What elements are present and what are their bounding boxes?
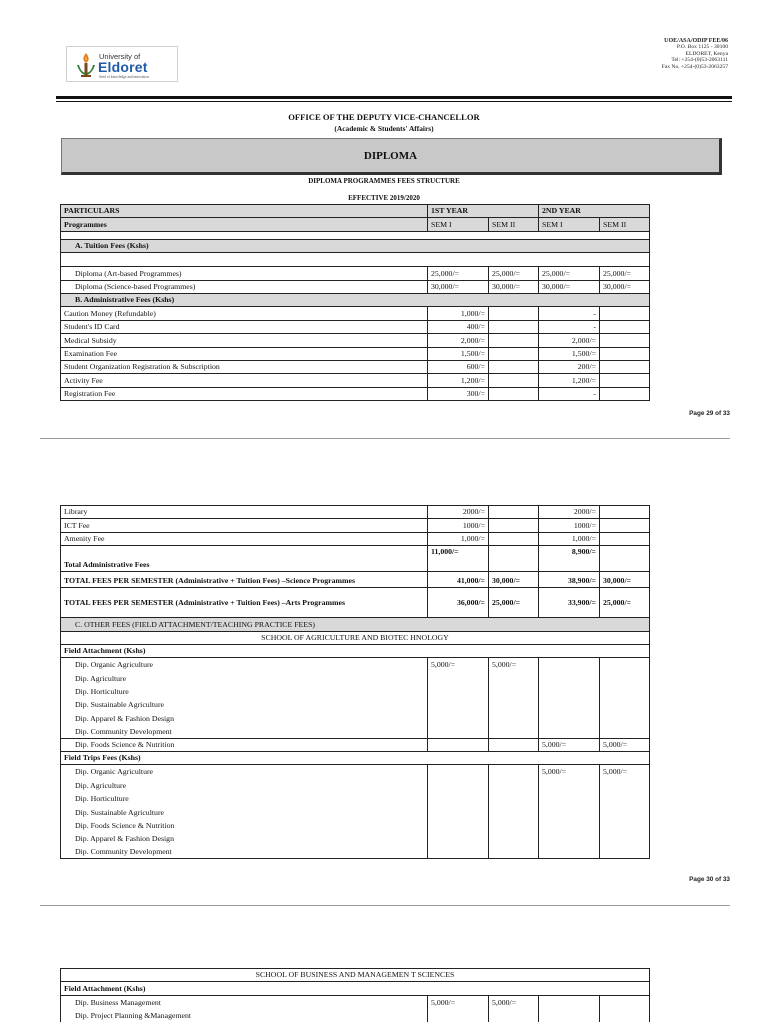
cell-value [600,360,650,373]
row-label: Student's ID Card [61,320,428,333]
cell-value: 1000/= [539,519,600,532]
total-science-label: TOTAL FEES PER SEMESTER (Administrative + Tuition Fees) –Science Programmes [61,572,428,588]
header-y2-sem1: SEM I [539,218,600,231]
table-row [61,738,650,751]
cell-value: 2,000/= [428,334,489,347]
cell-value [600,519,650,532]
cell-value [539,685,600,698]
row-label: Dip. Foods Science & Nutrition [61,819,428,832]
subheading-row [61,982,650,995]
total-science-row [61,572,650,588]
row-label: Dip. Business Management [61,995,428,1008]
total-admin-row [61,546,650,572]
fees-table-part2 [60,505,650,859]
cell-value [600,334,650,347]
tuition-heading: A. Tuition Fees (Kshs) [61,239,650,252]
cell-value [489,519,539,532]
admin-heading-row [61,293,650,306]
cell-value: 33,900/= [539,588,600,618]
table-row [61,685,650,698]
cell-value [600,778,650,791]
other-fees-heading-row [61,618,650,631]
cell-value [600,347,650,360]
table-row [61,778,650,791]
row-label: Dip. Apparel & Fashion Design [61,832,428,845]
document-page-30 [0,441,768,907]
table-row [61,374,650,387]
cell-value: 200/= [539,360,600,373]
cell-value [600,374,650,387]
header-rule-thin [56,101,732,102]
school-agri-heading: SCHOOL OF AGRICULTURE AND BIOTEC HNOLOGY [61,631,650,644]
spacer-row [61,253,650,267]
table-row [61,267,650,280]
other-fees-heading: C. OTHER FEES (FIELD ATTACHMENT/TEACHING PRACTICE FEES) [61,618,650,631]
table-row [61,845,650,858]
table-row [61,658,650,671]
table-row [61,1009,650,1022]
cell-value [539,725,600,738]
cell-value: 400/= [428,320,489,333]
table-row [61,387,650,400]
cell-value [600,546,650,572]
cell-value: 1,200/= [428,374,489,387]
table-row [61,995,650,1008]
cell-value [600,307,650,320]
row-label: Dip. Organic Agriculture [61,658,428,671]
cell-value [600,698,650,711]
cell-value [489,819,539,832]
bus-field-attachment-heading: Field Attachment (Kshs) [61,982,650,995]
cell-value: 5,000/= [539,738,600,751]
row-label: Library [61,506,428,519]
cell-value [600,832,650,845]
cell-value [428,778,489,791]
cell-value: 1000/= [428,519,489,532]
cell-value [489,374,539,387]
university-logo [66,46,178,82]
cell-value [539,805,600,818]
cell-value: 5,000/= [489,658,539,671]
row-label: Dip. Apparel & Fashion Design [61,711,428,724]
fees-structure-title: DIPLOMA PROGRAMMES FEES STRUCTURE [308,177,460,185]
cell-value [539,832,600,845]
cell-value [489,845,539,858]
cell-value: 5,000/= [428,995,489,1008]
cell-value: 30,000/= [600,280,650,293]
document-page-29 [0,0,768,440]
header-rule-thick [56,96,732,99]
fees-table-part1 [60,204,650,401]
cell-value: 2,000/= [539,334,600,347]
cell-value: 25,000/= [428,267,489,280]
cell-value [539,711,600,724]
row-label: Dip. Sustainable Agriculture [61,805,428,818]
office-subtitle: (Academic & Students' Affairs) [334,124,434,133]
cell-value: 5,000/= [428,658,489,671]
row-label: Examination Fee [61,347,428,360]
cell-value: 41,000/= [428,572,489,588]
table-subheader-row [61,218,650,231]
address-line1: P.O. Box 1125 - 30100 [676,44,728,51]
row-label: Medical Subsidy [61,334,428,347]
cell-value: 1,200/= [539,374,600,387]
cell-value [600,1009,650,1022]
cell-value [539,995,600,1008]
doc-code: UOE/ASA/ODIP FEE/06 [664,38,728,44]
cell-value [428,819,489,832]
cell-value [489,320,539,333]
cell-value [539,792,600,805]
header-particulars: PARTICULARS [61,205,428,218]
cell-value [539,819,600,832]
cell-value [428,685,489,698]
header-year2: 2ND YEAR [539,205,650,218]
effective-year: EFFECTIVE 2019/2020 [348,194,420,202]
row-label: Student Organization Registration & Subscription [61,360,428,373]
table-row [61,347,650,360]
cell-value: 30,000/= [489,572,539,588]
spacer-row [61,231,650,239]
cell-value: 1,500/= [539,347,600,360]
cell-value [600,845,650,858]
table-row [61,320,650,333]
cell-value: 25,000/= [489,588,539,618]
cell-value [600,725,650,738]
cell-value: 30,000/= [539,280,600,293]
cell-value [539,698,600,711]
cell-value [600,671,650,684]
address-line2: ELDORET, Kenya [685,50,728,57]
document-page-31 [0,908,768,1024]
table-row [61,671,650,684]
page-separator [40,438,730,439]
cell-value: 38,900/= [539,572,600,588]
cell-value: 1,000/= [428,532,489,545]
cell-value: 1,000/= [539,532,600,545]
fees-table-part3 [60,968,650,1022]
total-admin-y2: 8,900/= [539,546,600,572]
total-arts-label: TOTAL FEES PER SEMESTER (Administrative + Tuition Fees) –Arts Programmes [61,588,428,618]
row-label: Dip. Horticulture [61,685,428,698]
fax: Fax No. +254-(0)53-2063257 [661,63,728,70]
total-admin-y1: 11,000/= [428,546,489,572]
row-label: Dip. Organic Agriculture [61,765,428,778]
table-row [61,832,650,845]
cell-value [539,778,600,791]
cell-value [600,995,650,1008]
row-label: Dip. Sustainable Agriculture [61,698,428,711]
cell-value [428,792,489,805]
table-row [61,532,650,545]
logo-motto: Seed of knowledge and innovation [99,75,149,79]
cell-value [489,307,539,320]
cell-value [600,658,650,671]
cell-value [600,320,650,333]
table-row [61,805,650,818]
table-row [61,506,650,519]
cell-value: 1,500/= [428,347,489,360]
row-label: Amenity Fee [61,532,428,545]
subheading-row [61,752,650,765]
header-y1-sem1: SEM I [428,218,489,231]
total-admin-label: Total Administrative Fees [61,546,428,572]
school-heading-row [61,969,650,982]
cell-value [489,532,539,545]
torch-emblem-icon [73,51,99,79]
cell-value [489,671,539,684]
office-title: OFFICE OF THE DEPUTY VICE-CHANCELLOR [288,112,480,122]
cell-value [489,685,539,698]
cell-value: 2000/= [428,506,489,519]
table-row [61,698,650,711]
cell-value: 30,000/= [600,572,650,588]
cell-value [489,546,539,572]
cell-value [489,778,539,791]
row-label: Dip. Agriculture [61,671,428,684]
row-label: Activity Fee [61,374,428,387]
cell-value [539,845,600,858]
admin-heading: B. Administrative Fees (Kshs) [61,293,650,306]
table-row [61,360,650,373]
cell-value: 600/= [428,360,489,373]
cell-value [600,711,650,724]
cell-value [428,698,489,711]
cell-value [489,765,539,778]
cell-value [428,805,489,818]
cell-value [489,387,539,400]
cell-value [489,360,539,373]
row-label: Diploma (Science-based Programmes) [61,280,428,293]
cell-value [428,711,489,724]
page-number: Page 29 of 33 [689,410,730,417]
header-year1: 1ST YEAR [428,205,539,218]
document-reference [662,38,728,70]
cell-value: 25,000/= [600,267,650,280]
cell-value: 5,000/= [600,738,650,751]
school-bus-heading: SCHOOL OF BUSINESS AND MANAGEMEN T SCIENCES [61,969,650,982]
cell-value: - [539,387,600,400]
cell-value [600,792,650,805]
table-row [61,519,650,532]
cell-value [489,792,539,805]
cell-value [489,334,539,347]
logo-line2: Eldoret [98,59,148,75]
telephone: Tel: +254-(0)53-2063111 [671,57,728,64]
row-label: Dip. Agriculture [61,778,428,791]
cell-value: 25,000/= [539,267,600,280]
cell-value [489,725,539,738]
cell-value [539,658,600,671]
cell-value: 1,000/= [428,307,489,320]
cell-value [600,819,650,832]
cell-value [489,698,539,711]
cell-value [539,671,600,684]
cell-value: 30,000/= [489,280,539,293]
cell-value: 30,000/= [428,280,489,293]
table-row [61,765,650,778]
field-trips-heading: Field Trips Fees (Kshs) [61,752,650,765]
cell-value: 2000/= [539,506,600,519]
cell-value: 300/= [428,387,489,400]
cell-value [600,387,650,400]
subheading-row [61,644,650,657]
cell-value [489,805,539,818]
cell-value [539,1009,600,1022]
row-label: Dip. Community Development [61,725,428,738]
row-label: Dip. Horticulture [61,792,428,805]
cell-value: 5,000/= [600,765,650,778]
header-y2-sem2: SEM II [600,218,650,231]
cell-value [489,347,539,360]
cell-value: 5,000/= [539,765,600,778]
logo-line1: University of [99,52,141,61]
row-label: Dip. Community Development [61,845,428,858]
cell-value [428,671,489,684]
row-label: Dip. Project Planning &Management [61,1009,428,1022]
section-banner-text: DIPLOMA [363,149,418,162]
header-y1-sem2: SEM II [489,218,539,231]
cell-value [428,1009,489,1022]
cell-value [489,711,539,724]
cell-value [428,832,489,845]
page-number: Page 30 of 33 [689,876,730,883]
cell-value: - [539,320,600,333]
school-heading-row [61,631,650,644]
tuition-heading-row [61,239,650,252]
cell-value [489,506,539,519]
cell-value: 5,000/= [489,995,539,1008]
table-row [61,307,650,320]
section-banner [61,138,722,175]
field-attachment-heading: Field Attachment (Kshs) [61,644,650,657]
cell-value [600,685,650,698]
cell-value: - [539,307,600,320]
cell-value: 25,000/= [489,267,539,280]
row-label: Registration Fee [61,387,428,400]
page-separator [40,905,730,906]
cell-value [428,845,489,858]
table-row [61,711,650,724]
table-header-row [61,205,650,218]
row-label: ICT Fee [61,519,428,532]
header-programmes: Programmes [61,218,428,231]
cell-value [428,765,489,778]
table-row [61,792,650,805]
cell-value: 25,000/= [600,588,650,618]
cell-value [489,1009,539,1022]
cell-value [428,725,489,738]
cell-value [600,532,650,545]
row-label: Dip. Foods Science & Nutrition [61,738,428,751]
cell-value [489,738,539,751]
table-row [61,725,650,738]
cell-value [600,506,650,519]
table-row [61,819,650,832]
cell-value [489,832,539,845]
row-label: Caution Money (Refundable) [61,307,428,320]
cell-value [600,805,650,818]
row-label: Diploma (Art-based Programmes) [61,267,428,280]
cell-value: 36,000/= [428,588,489,618]
table-row [61,334,650,347]
total-arts-row [61,588,650,618]
table-row [61,280,650,293]
cell-value [428,738,489,751]
